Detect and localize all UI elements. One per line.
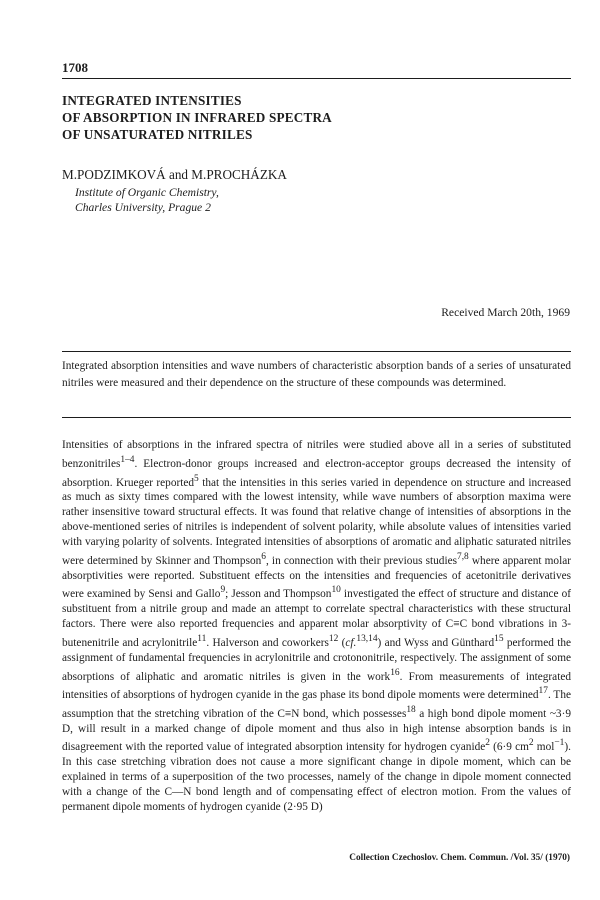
title-line-1: INTEGRATED INTENSITIES [62,93,242,108]
abstract: Integrated absorption intensities and wave numbers of characteristic absorption bands of a series of unsaturated nitriles were measured and their dependence on the structure of these compounds was determined. [62,360,571,389]
page-number: 1708 [62,60,88,75]
body-text [62,438,571,815]
title-line-2: OF ABSORPTION IN INFRARED SPECTRA [62,110,332,125]
abstract-top-rule [62,351,571,352]
received-date: Received March 20th, 1969 [441,306,570,319]
affiliation-line-1: Institute of Organic Chemistry, [75,186,219,199]
title-line-3: OF UNSATURATED NITRILES [62,127,253,142]
header-rule [62,78,571,79]
affiliation-line-2: Charles University, Prague 2 [75,201,211,214]
article-title [62,92,522,143]
affiliation [75,185,219,215]
body-paragraph: Intensities of absorptions in the infrared spectra of nitriles were studied above all in a series of substituted benzonitriles$^{1-4}$. Electron-donor groups increased and electron-acceptor groups decreased the intensity of absorption. Krueger reported$^5$ that the intensities in this series varied in dependence on structure and increased as much as sixty times compared with the lowest intensity, while wave numbers of absorption maxima were rather insensitive toward structural effects. It was found that relative change of intensities of absorptions in the above-mentioned series of nitriles is independent of solvent polarity, while absolute values of intensities varied with varying polarity of solvents. Integrated intensities of absorptions of aromatic and aliphatic saturated nitriles were determined by Skinner and Thompson$^6$, in connection with their previous studies$^{7,8}$ where apparent molar absorptivities were reported. Substituent effects on the intensities and frequencies of acetonitrile derivatives were examined by Sensi and Gallo$^9$; Jesson and Thompson$^{10}$ investigated the effect of structure and distance of substituent from a nitrile group and made an attempt to correlate spectral characteristics with these structural factors. There were also reported frequencies and apparent molar absorptivity of C≡C bond vibrations in 3-butenenitrile and acrylonitrile$^{11}$. Halverson and coworkers$^{12}$ (cf.$^{13,14}$) and Wyss and Günthard$^{15}$ performed the assignment of fundamental frequencies in acrylonitrile and crotononitrile, respectively. The assignment of some absorptions of aliphatic and aromatic nitriles is given in the work$^{16}$. From measurements of integrated intensities of absorptions of hydrogen cyanide in the gas phase its bond dipole moments were determined$^{17}$. The assumption that the stretching vibration of the C≡N bond, which possesses$^{18}$ a high bond dipole moment ~3·9 D, will result in a marked change of dipole moment and thus also in high intense absorption bands is in disagreement with the reported value of integrated absorption intensity for hydrogen cyanide$^2$ (6·9 $cm^2$ mol$^{-1}$). In this case stretching vibration does not cause a more significant change in dipole moment, which can be explained in terms of a superposition of the two processes, namely of the change in dipole moment connected with a change of the C—N bond length and of compensating effect of electron motion. From the values of permanent dipole moments of hydrogen cyanide (2·95 D) [62,439,572,813]
abstract-bottom-rule [62,417,571,418]
authors: M.PODZIMKOVÁ and M.PROCHÁZKA [62,167,287,182]
journal-reference: Collection Czechoslov. Chem. Commun. /Vol. 35/ (1970) [349,853,570,863]
